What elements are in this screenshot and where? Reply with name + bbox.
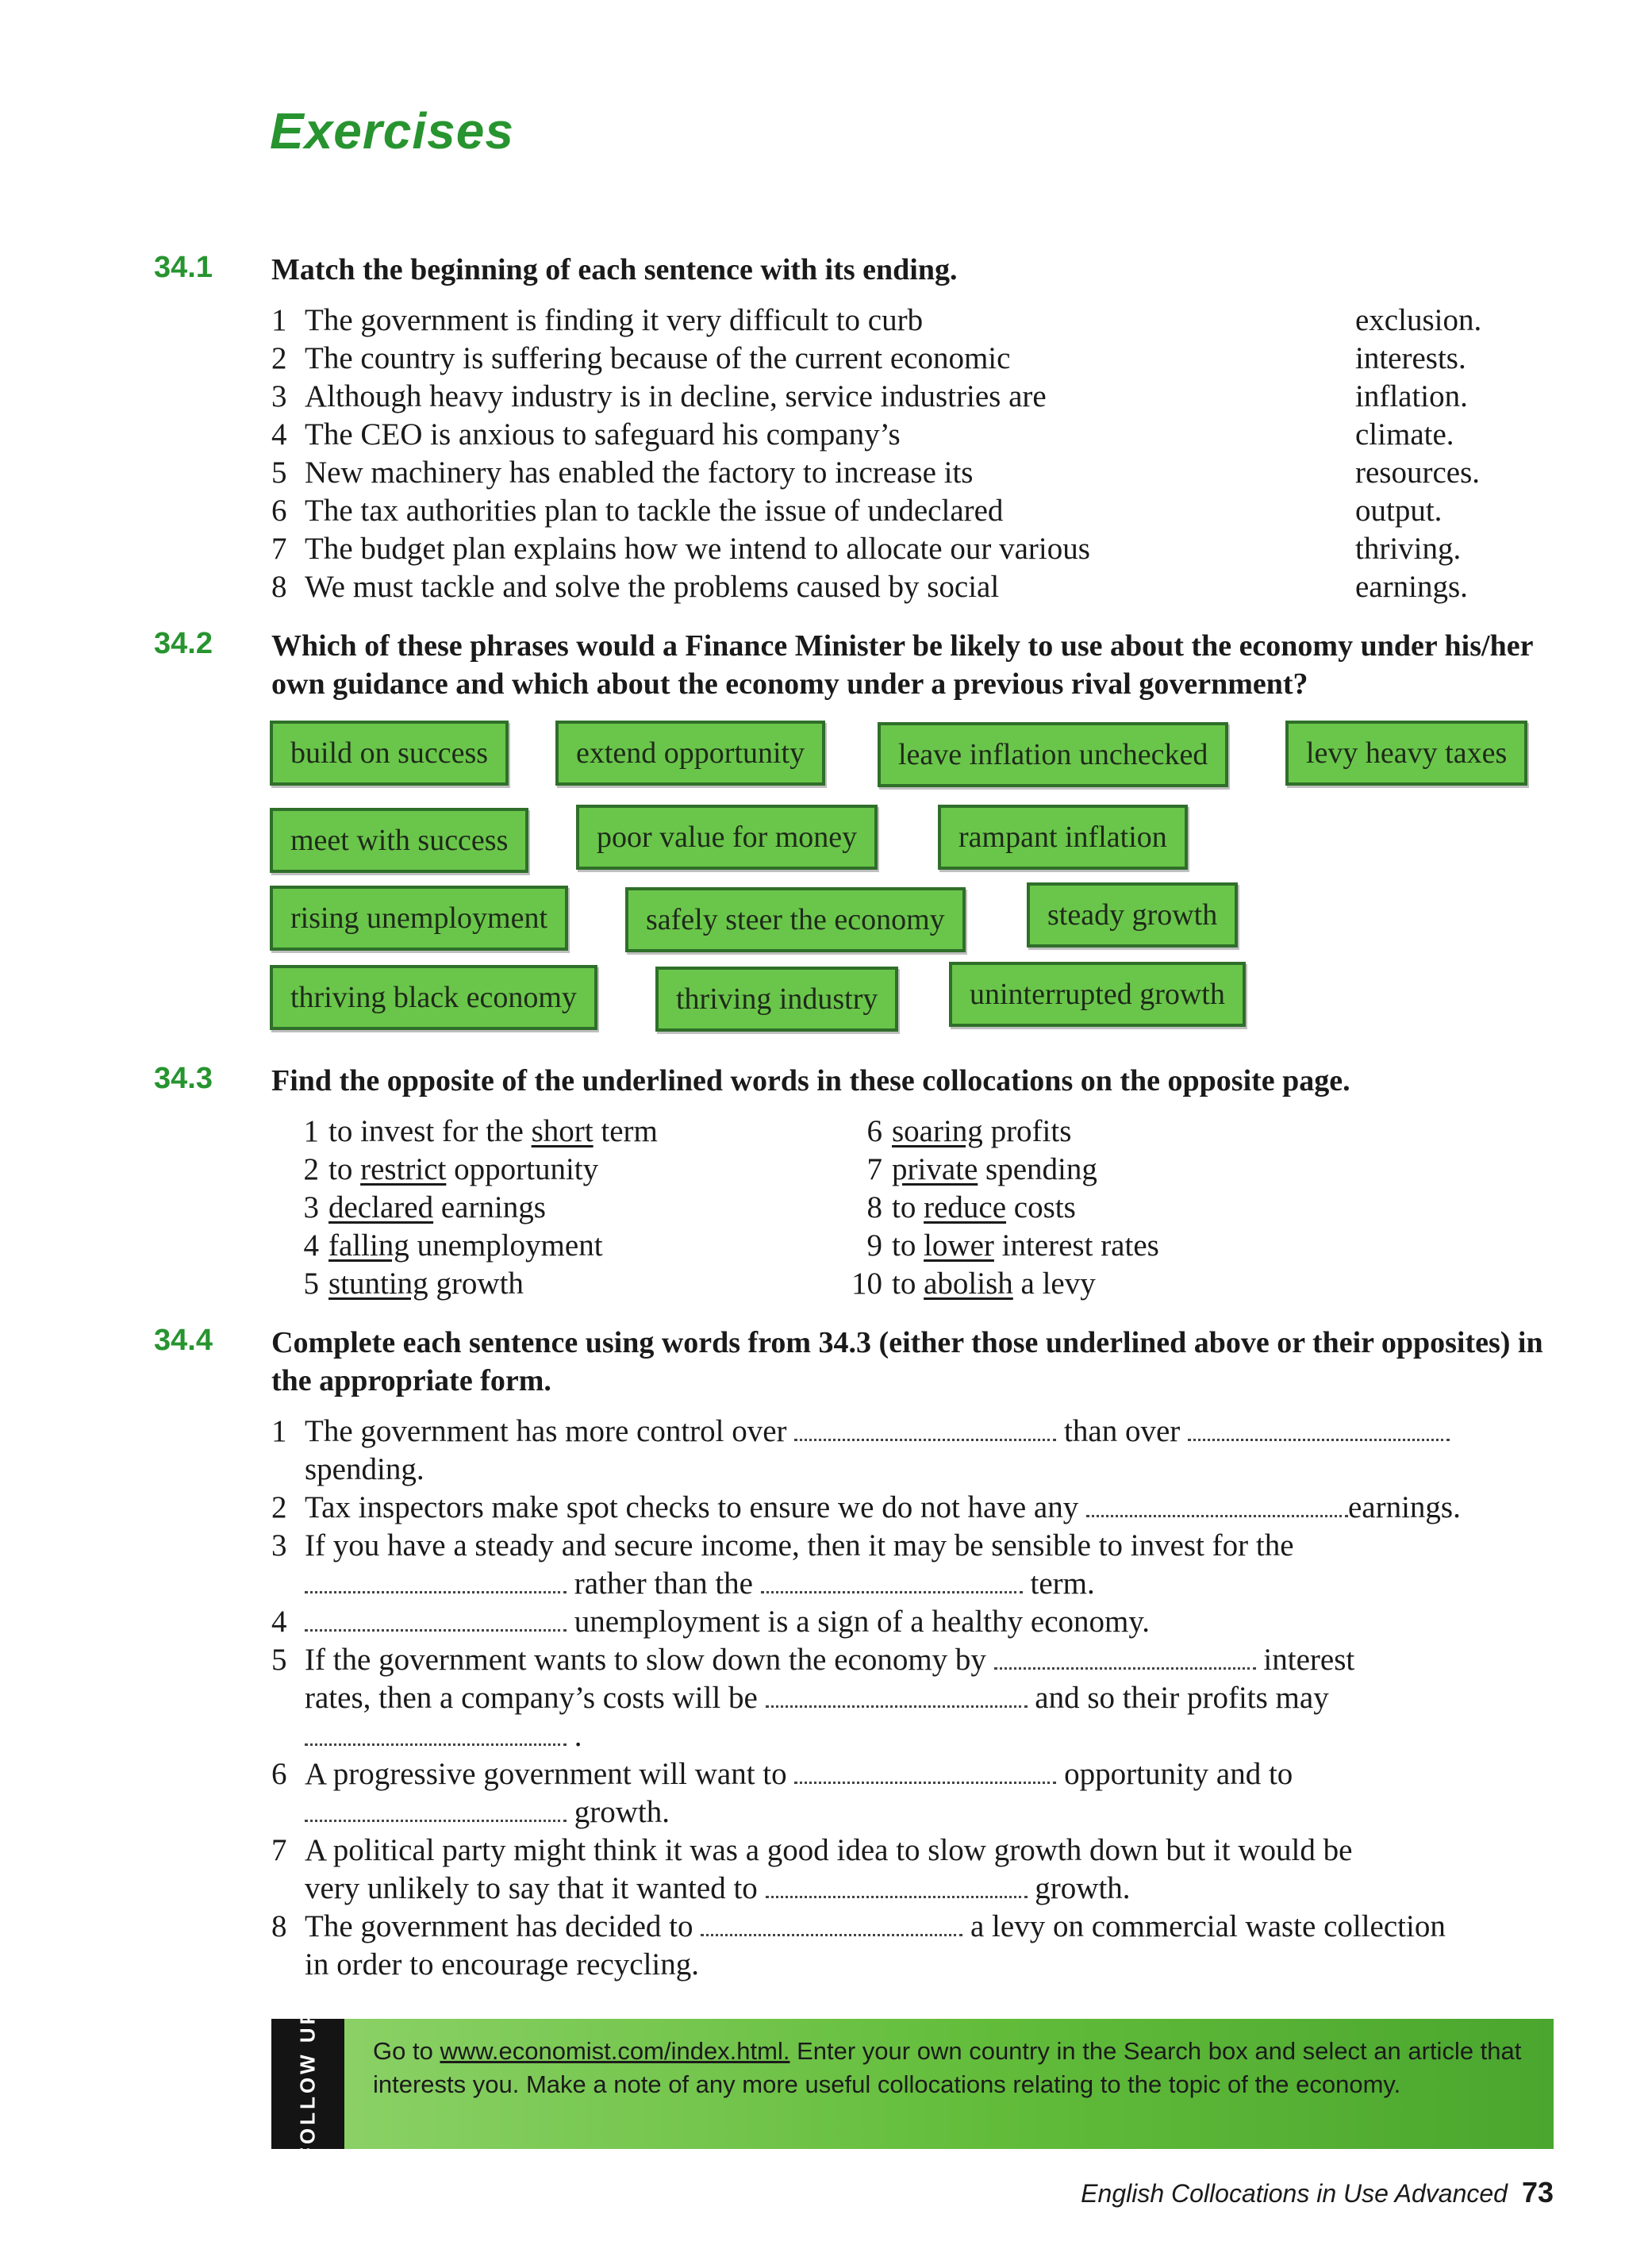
sentence-1-cont: spending.	[305, 1452, 424, 1486]
match-item: 1 The government is finding it very difficult to curb	[271, 303, 924, 337]
collocation-item: 3 declared earnings	[303, 1190, 546, 1224]
match-item: 8 We must tackle and solve the problems caused by social	[271, 570, 1000, 604]
answer-blank[interactable]	[766, 1872, 1028, 1898]
underlined-word: reduce	[924, 1190, 1007, 1224]
collocation-item: 4 falling unemployment	[303, 1228, 603, 1263]
phrase-chip: extend opportunity	[555, 721, 825, 786]
phrase-chip: meet with success	[270, 808, 528, 873]
phrase-chip: steady growth	[1027, 882, 1238, 948]
answer-blank[interactable]	[701, 1910, 962, 1936]
phrase-chip: levy heavy taxes	[1285, 721, 1527, 786]
collocation-item: 8 to reduce costs	[866, 1190, 1076, 1224]
exercise-number: 34.3	[154, 1062, 213, 1095]
phrase-chip: thriving industry	[655, 967, 898, 1032]
book-title: English Collocations in Use Advanced	[1081, 2179, 1508, 2208]
answer-blank[interactable]	[305, 1796, 567, 1822]
answer-blank[interactable]	[794, 1415, 1056, 1441]
match-item: 4 The CEO is anxious to safeguard his company’s	[271, 417, 901, 452]
phrase-chip: uninterrupted growth	[949, 962, 1246, 1027]
answer-blank[interactable]	[305, 1720, 567, 1746]
underlined-word: abolish	[924, 1267, 1013, 1301]
sentence-5: 5 If the government wants to slow down the economy by interest	[271, 1643, 1355, 1677]
collocation-item: 1 to invest for the short term	[303, 1114, 658, 1148]
phrase-chip: leave inflation unchecked	[878, 722, 1228, 787]
phrase-chip: rampant inflation	[938, 805, 1188, 870]
sentence-3: 3 If you have a steady and secure income, then it may be sensible to invest for the	[271, 1528, 1294, 1563]
phrase-chip: rising unemployment	[270, 886, 568, 951]
page-number: 73	[1521, 2176, 1554, 2208]
exercise-instruction: Find the opposite of the underlined words in these collocations on the opposite page.	[271, 1064, 1350, 1097]
follow-up-label: FOLLOW UP	[295, 2008, 320, 2160]
match-ending: resources.	[1355, 456, 1481, 490]
underlined-word: lower	[924, 1228, 994, 1263]
follow-up-tab	[271, 2008, 344, 2160]
sentence-7-cont: very unlikely to say that it wanted to growth.	[305, 1871, 1131, 1905]
answer-blank[interactable]	[1086, 1491, 1348, 1517]
phrase-chip: poor value for money	[576, 805, 878, 870]
match-item: 7 The budget plan explains how we intend to allocate our various	[271, 532, 1090, 566]
exercise-number: 34.4	[154, 1324, 213, 1357]
collocation-item: 7 private spending	[866, 1152, 1097, 1186]
answer-blank[interactable]	[305, 1605, 567, 1632]
economist-link[interactable]: www.economist.com/index.html.	[440, 2037, 790, 2065]
match-item: 5 New machinery has enabled the factory to increase its	[271, 456, 974, 490]
match-item: 3 Although heavy industry is in decline, service industries are	[271, 379, 1047, 413]
phrase-chip: thriving black economy	[270, 965, 597, 1030]
answer-blank[interactable]	[305, 1567, 567, 1593]
collocation-item: 5 stunting growth	[303, 1267, 524, 1301]
answer-blank[interactable]	[761, 1567, 1023, 1593]
collocation-item: 9 to lower interest rates	[866, 1228, 1159, 1263]
phrase-chip: build on success	[270, 721, 509, 786]
collocation-item: 10 to abolish a levy	[851, 1267, 1096, 1301]
answer-blank[interactable]	[994, 1643, 1256, 1670]
match-ending: earnings.	[1355, 570, 1468, 604]
page-footer	[1081, 2176, 1554, 2209]
underlined-word: soaring	[892, 1114, 983, 1148]
match-ending: interests.	[1355, 341, 1466, 375]
sentence-4: 4 unemployment is a sign of a healthy economy.	[271, 1605, 1151, 1639]
match-ending: exclusion.	[1355, 303, 1482, 337]
sentence-5-cont: rates, then a company’s costs will be and so their profits may	[305, 1681, 1329, 1715]
collocation-item: 2 to restrict opportunity	[303, 1152, 599, 1186]
underlined-word: declared	[328, 1190, 434, 1224]
sentence-7: 7 A political party might think it was a good idea to slow growth down but it would be	[271, 1833, 1353, 1867]
underlined-word: short	[531, 1114, 594, 1148]
page-title: Exercises	[270, 102, 514, 160]
underlined-word: restrict	[360, 1152, 447, 1186]
match-item: 6 The tax authorities plan to tackle the issue of undeclared	[271, 494, 1004, 528]
sentence-6: 6 A progressive government will want to opportunity and to	[271, 1757, 1293, 1791]
answer-blank[interactable]	[794, 1758, 1056, 1784]
answer-blank[interactable]	[1188, 1415, 1450, 1441]
underlined-word: private	[892, 1152, 978, 1186]
match-ending: inflation.	[1355, 379, 1468, 413]
sentence-6-cont: growth.	[305, 1793, 670, 1832]
exercise-number: 34.1	[154, 251, 213, 284]
underlined-word: falling	[328, 1228, 409, 1263]
exercise-number: 34.2	[154, 627, 213, 660]
collocation-item: 6 soaring profits	[866, 1114, 1072, 1148]
match-ending: output.	[1355, 494, 1443, 528]
phrase-chip: safely steer the economy	[625, 887, 966, 952]
sentence-5-cont2: .	[305, 1717, 582, 1755]
match-item: 2 The country is suffering because of the current economic	[271, 341, 1011, 375]
sentence-3-cont: rather than the term.	[305, 1565, 1095, 1603]
exercise-instruction: Complete each sentence using words from 34.3 (either those underlined above or their opposites) in the appropriate form.	[271, 1326, 1543, 1397]
sentence-8-cont: in order to encourage recycling.	[305, 1947, 700, 1982]
underlined-word: stunting	[328, 1267, 428, 1301]
follow-up-box	[271, 2008, 1554, 2160]
exercise-instruction: Which of these phrases would a Finance Minister be likely to use about the economy under his/her own guidance and which about the economy under a previous rival government?	[271, 629, 1533, 701]
follow-up-text: Go to www.economist.com/index.html. Enter your own country in the Search box and select an article that interests you. Make a note of any more useful collocations relating to the topic of the economy.	[373, 2037, 1522, 2098]
exercise-instruction: Match the beginning of each sentence with its ending.	[271, 253, 958, 286]
sentence-2: 2 Tax inspectors make spot checks to ensure we do not have any earnings.	[271, 1490, 1461, 1524]
match-ending: climate.	[1355, 417, 1454, 452]
answer-blank[interactable]	[766, 1682, 1028, 1708]
sentence-8: 8 The government has decided to a levy on commercial waste collection	[271, 1909, 1446, 1943]
match-ending: thriving.	[1355, 532, 1462, 566]
sentence-1: 1 The government has more control over than over	[271, 1413, 1450, 1451]
